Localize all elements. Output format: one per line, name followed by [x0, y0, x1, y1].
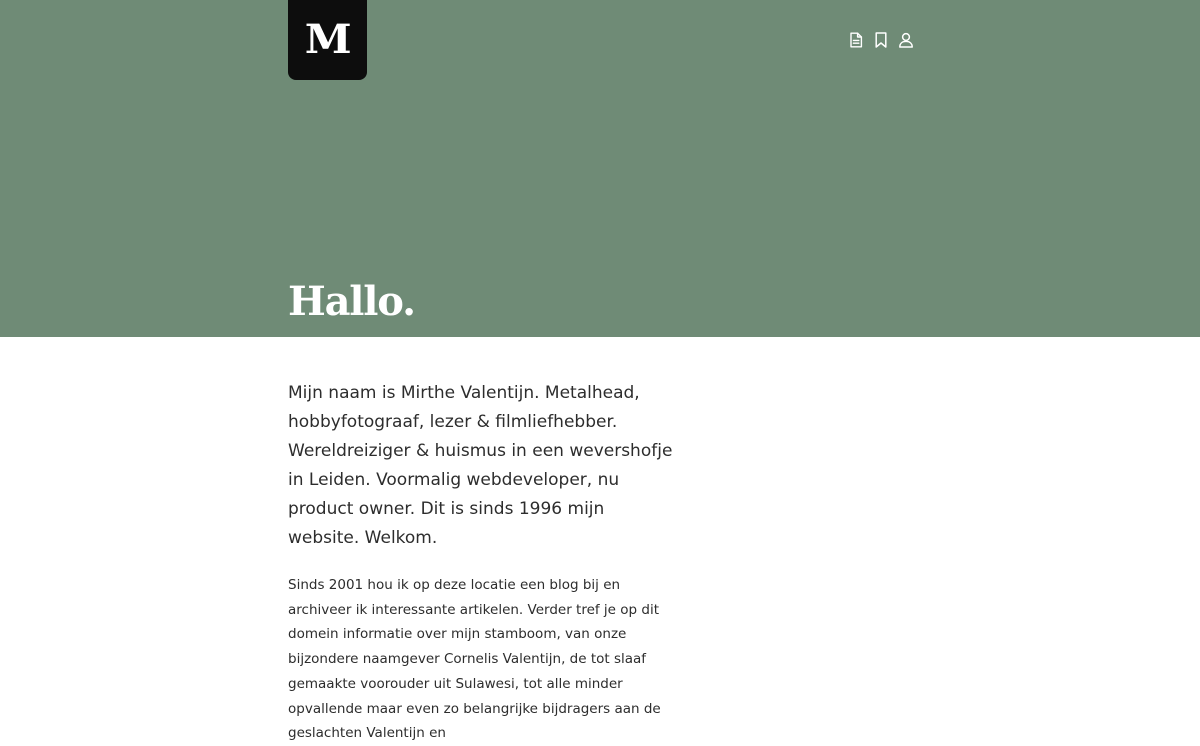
- site-logo[interactable]: [288, 0, 367, 80]
- logo-letter: M: [304, 16, 351, 63]
- nav-profile-link[interactable]: [896, 29, 916, 51]
- hero-header: [0, 0, 1200, 337]
- intro-body: Sinds 2001 hou ik op deze locatie een blog bij en archiveer ik interessante artikelen. Verder tref je op dit domein informatie over mijn stamboom, van onze bijzondere naamgever Cornelis Valentijn, de tot slaaf gemaakte voorouder uit Sulawesi, tot alle minder opvallende maar even zo belangrijke bijdragers aan de geslachten Valentijn en: [288, 577, 661, 742]
- page-title: Hallo.: [288, 278, 415, 325]
- nav-bookmarks-link[interactable]: [871, 29, 891, 51]
- intro-lead: Mijn naam is Mirthe Valentijn. Metalhead, hobbyfotograaf, lezer & filmliefhebber. Wereldreiziger & huismus in een wevershofje in Leiden. Voormalig webdeveloper, nu product owner. Dit is sinds 1996 mijn website. Welkom.: [288, 383, 673, 548]
- bookmark-icon: [874, 32, 888, 48]
- user-icon: [898, 32, 914, 48]
- nav-articles-link[interactable]: [846, 29, 866, 51]
- intro-section: [288, 379, 680, 746]
- top-nav: [846, 29, 916, 51]
- document-icon: [849, 32, 863, 48]
